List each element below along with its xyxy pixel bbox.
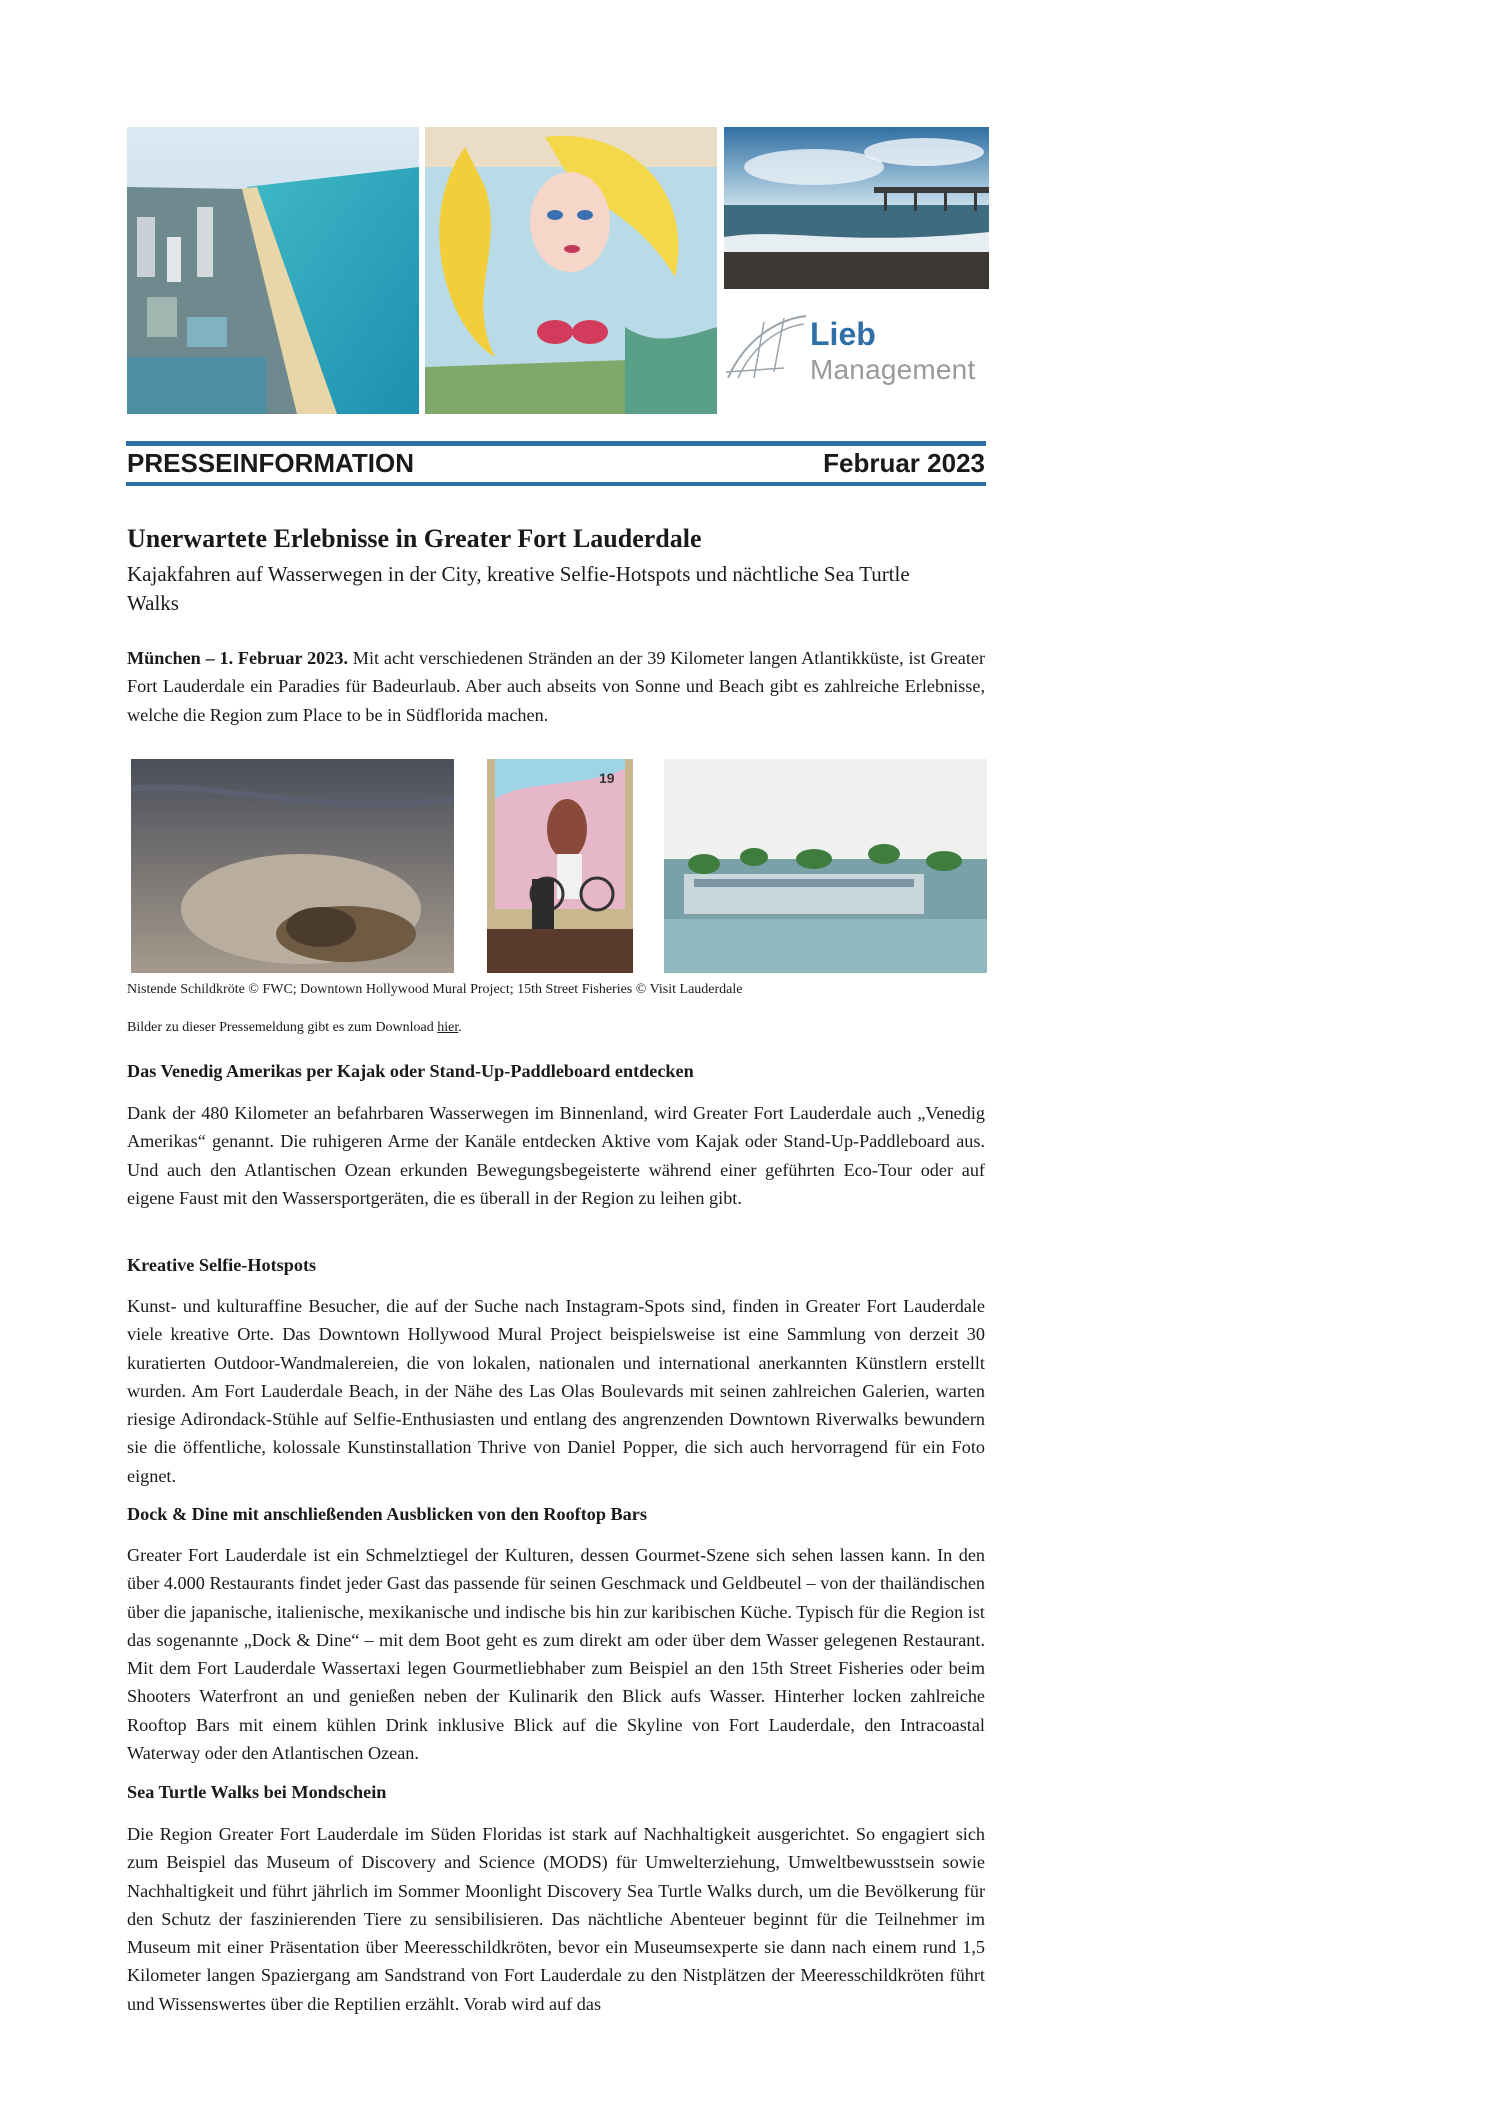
section-text-dock-dine: Greater Fort Lauderdale ist ein Schmelztiegel der Kulturen, dessen Gourmet-Szene sich sehen lassen kann. In den über 4.000 Restaurants findet jeder Gast das passende für seinen Geschmack und Geldbeutel – von der thailändischen über die japanische, italienische, mexikanische und indische bis hin zur karibischen Küche. Typisch für die Region ist das sogenannte „Dock & Dine“ – mit dem Boot geht es zum direkt am oder über dem Wasser gelegenen Restaurant. Mit dem Fort Lauderdale Wassertaxi legen Gourmetliebhaber zum Beispiel an den 15th Street Fisheries oder beim Shooters Waterfront an und genießen neben der Kulinarik den Blick aufs Wasser. Hinterher locken zahlreiche Rooftop Bars mit einem kühlen Drink inklusive Blick auf die Skyline von Fort Lauderdale, den Intracoastal Waterway oder den Atlantischen Ozean. (127, 1545, 985, 1764)
press-bar (127, 448, 985, 480)
download-end: . (458, 1020, 462, 1035)
article-subtitle: Kajakfahren auf Wasserwegen in der City, kreative Selfie-Hotspots und nächtliche Sea Turtle Walks (127, 562, 910, 615)
street-fisheries-photo (664, 759, 987, 973)
svg-text:19: 19 (599, 770, 615, 786)
section-text-kayak: Dank der 480 Kilometer an befahrbaren Wasserwegen im Binnenland, wird Greater Fort Lauderdale auch „Venedig Amerikas“ genannt. Die ruhigeren Arme der Kanäle entdecken Aktive vom Kajak oder Stand-Up-Paddleboard aus. Und auch den Atlantischen Ozean erkunden Bewegungsbegeisterte während einer geführten Eco-Tour oder auf eigene Faust mit den Wassersportgeräten, die es überall in der Region zu leihen gibt. (127, 1103, 985, 1208)
section-text-selfie: Kunst- und kulturaffine Besucher, die auf der Suche nach Instagram-Spots sind, finden in Greater Fort Lauderdale viele kreative Orte. Das Downtown Hollywood Mural Project beispielsweise ist eine Sammlung von derzeit 30 kuratierten Outdoor-Wandmalereien, die von lokalen, nationalen und international anerkannten Künstlern erstellt wurden. Am Fort Lauderdale Beach, in der Nähe des Las Olas Boulevards mit seinen zahlreichen Galerien, warten riesige Adirondack-Stühle auf Selfie-Enthusiasten und entlang des angrenzenden Downtown Riverwalks bewundern sie die öffentliche, kolossale Kunstinstallation Thrive von Daniel Popper, die sich auch hervorragend für ein Foto eignet. (127, 1296, 985, 1486)
lead-paragraph (127, 644, 985, 729)
download-link[interactable]: hier (437, 1020, 459, 1035)
logo-line2: Management (810, 354, 976, 385)
article-title: Unerwartete Erlebnisse in Greater Fort Lauderdale (127, 524, 702, 553)
mural-project-photo (487, 759, 633, 973)
bottom-rule (126, 482, 986, 486)
section-heading-selfie: Kreative Selfie-Hotspots (127, 1255, 317, 1275)
lead-text: Mit acht verschiedenen Stränden an der 39 Kilometer langen Atlantikküste, ist Greater Fort Lauderdale ein Paradies für Badeurlaub. Aber auch abseits von Sonne und Beach gibt es zahlreiche Erlebnisse, welche die Region zum Place to be in Südflorida machen. (127, 648, 985, 725)
photo-caption: Nistende Schildkröte © FWC; Downtown Hollywood Mural Project; 15th Street Fisheries © Visit Lauderdale (127, 982, 743, 997)
logo-arc-icon (724, 312, 808, 382)
lieb-management-logo (724, 312, 986, 402)
download-text: Bilder zu dieser Pressemeldung gibt es zum Download (127, 1020, 438, 1035)
beach-aerial-photo (127, 127, 419, 414)
section-heading-kayak: Das Venedig Amerikas per Kajak oder Stand-Up-Paddleboard entdecken (127, 1061, 694, 1081)
download-note (127, 1020, 462, 1036)
nesting-turtle-photo (131, 759, 454, 973)
pier-ocean-photo (724, 127, 989, 289)
logo-line1: Lieb (810, 316, 876, 352)
press-date: Februar 2023 (823, 448, 985, 478)
top-rule (126, 441, 986, 446)
section-heading-sea-turtle: Sea Turtle Walks bei Mondschein (127, 1782, 387, 1802)
lead-dateline: München – 1. Februar 2023. (127, 648, 348, 668)
mermaid-mural-photo (425, 127, 717, 414)
section-heading-dock-dine: Dock & Dine mit anschließenden Ausblicken von den Rooftop Bars (127, 1504, 647, 1524)
press-label: PRESSEINFORMATION (127, 448, 414, 478)
section-text-sea-turtle: Die Region Greater Fort Lauderdale im Süden Floridas ist stark auf Nachhaltigkeit ausgerichtet. So engagiert sich zum Beispiel das Museum of Discovery and Science (MODS) für Umwelterziehung, Umweltbewusstsein sowie Nachhaltigkeit und führt jährlich im Sommer Moonlight Discovery Sea Turtle Walks durch, um die Bevölkerung für den Schutz der faszinierenden Tiere zu sensibilisieren. Das nächtliche Abenteuer beginnt für die Teilnehmer im Museum mit einer Präsentation über Meeresschildkröten, bevor ein Museumsexperte sie dann nach einem rund 1,5 Kilometer langen Spaziergang am Sandstrand von Fort Lauderdale zu den Nistplätzen der Meeresschildkröten führt und Wissenswertes über die Reptilien erzählt. Vorab wird auf das (127, 1824, 985, 2014)
